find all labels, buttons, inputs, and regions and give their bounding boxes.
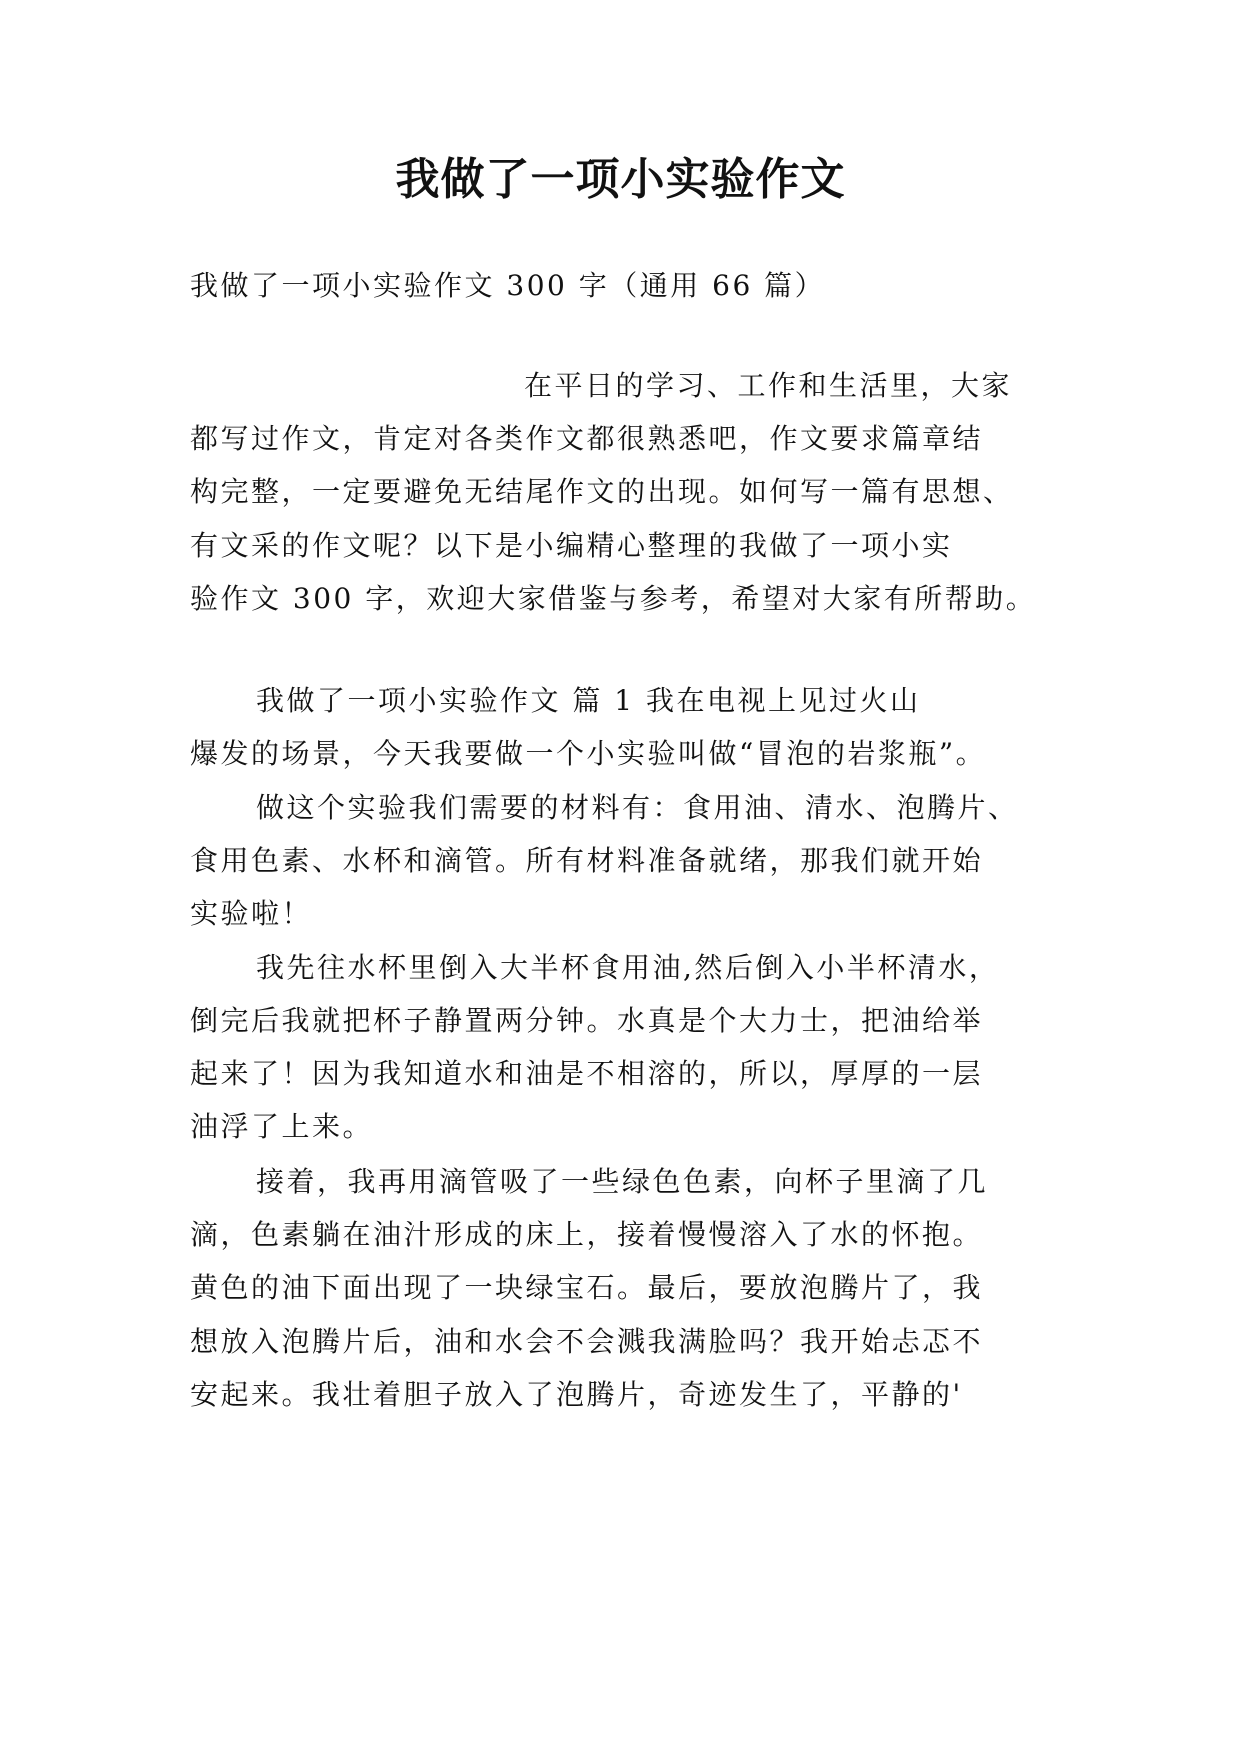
body-line-5: 实验啦！ [190, 897, 313, 930]
body-line-3: 做这个实验我们需要的材料有：食用油、清水、泡腾片、 [256, 791, 1019, 824]
body-line-6: 我先往水杯里倒入大半杯食用油,然后倒入小半杯清水， [256, 951, 1000, 984]
body-line-2: 爆发的场景，今天我要做一个小实验叫做“冒泡的岩浆瓶”。 [190, 737, 987, 770]
intro-line-5: 验作文 300 字，欢迎大家借鉴与参考，希望对大家有所帮助。 [190, 582, 1037, 615]
document-title: 我做了一项小实验作文 [395, 154, 846, 205]
body-line-9: 油浮了上来。 [190, 1110, 374, 1143]
body-line-4: 食用色素、水杯和滴管。所有材料准备就绪，那我们就开始 [190, 844, 984, 877]
intro-line-4: 有文采的作文呢？以下是小编精心整理的我做了一项小实 [190, 529, 953, 562]
intro-line-1: 在平日的学习、工作和生活里，大家 [524, 369, 1013, 402]
body-line-8: 起来了！因为我知道水和油是不相溶的，所以，厚厚的一层 [190, 1057, 984, 1090]
body-line-1: 我做了一项小实验作文 篇 1 我在电视上见过火山 [256, 684, 921, 717]
body-line-7: 倒完后我就把杯子静置两分钟。水真是个大力士，把油给举 [190, 1004, 984, 1037]
intro-line-2: 都写过作文，肯定对各类作文都很熟悉吧，作文要求篇章结 [190, 422, 984, 455]
body-line-13: 想放入泡腾片后，油和水会不会溅我满脸吗？我开始忐忑不 [190, 1325, 984, 1358]
body-line-10: 接着，我再用滴管吸了一些绿色色素，向杯子里滴了几 [256, 1165, 989, 1198]
body-line-11: 滴，色素躺在油汁形成的床上，接着慢慢溶入了水的怀抱。 [190, 1218, 984, 1251]
document-subtitle: 我做了一项小实验作文 300 字（通用 66 篇） [190, 269, 826, 302]
body-line-14: 安起来。我壮着胆子放入了泡腾片，奇迹发生了，平静的' [190, 1378, 963, 1411]
intro-line-3: 构完整，一定要避免无结尾作文的出现。如何写一篇有思想、 [190, 475, 1014, 508]
body-line-12: 黄色的油下面出现了一块绿宝石。最后，要放泡腾片了，我 [190, 1271, 984, 1304]
